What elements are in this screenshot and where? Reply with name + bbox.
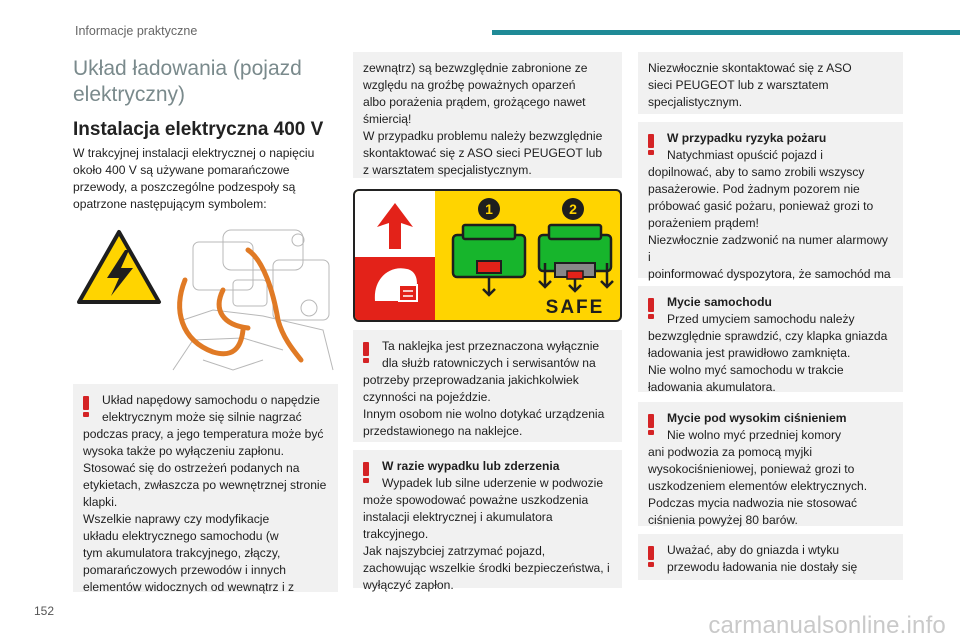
warning-box-sticker: Ta naklejka jest przeznaczona wyłącznie dla służb ratowniczych i serwisantów na potrzeby przeprowadzania jakichkolwiek czynności na pojeździe. Innym osobom nie wolno dotykać urządzenia przedstawionego na naklejce.	[353, 330, 622, 442]
safe-label: SAFE	[545, 297, 605, 318]
warning-box-high-pressure: Mycie pod wysokim ciśnieniem Nie wolno myć przedniej komory ani podwozia za pomocą myjki wysokociśnieniowej, ponieważ grozi to uszkodzeniem elementów elektrycznych. Podczas mycia nadwozia nie stosować ciśnienia powyżej 80 barów.	[638, 402, 903, 526]
step-1-badge	[478, 198, 500, 220]
warning-exclamation-icon	[648, 134, 654, 155]
warning-box-accident: W razie wypadku lub zderzenia Wypadek lub silne uderzenie w podwozie może spowodować poważne uszkodzenia instalacji elektrycznej i akumulatora trakcyjnego. Jak najszybciej zatrzymać pojazd, zachowując wszelkie środki bezpieczeństwa, i wyłączyć zapłon.	[353, 450, 622, 588]
rescue-sticker	[353, 189, 622, 322]
step-1-number: 1	[485, 201, 493, 217]
orange-cables	[180, 250, 301, 360]
high-pressure-heading: Mycie pod wysokim ciśnieniem	[667, 411, 847, 425]
watermark: carmanualsonline.info	[708, 612, 946, 639]
section-title: Układ ładowania (pojazd elektryczny)	[73, 57, 302, 106]
warning-exclamation-icon	[363, 462, 369, 483]
accident-heading: W razie wypadku lub zderzenia	[382, 459, 560, 473]
subsection-title: Instalacja elektryczna 400 V	[73, 119, 324, 140]
warning-box-continued: zewnątrz) są bezwzględnie zabronione ze względu na groźbę poważnych oparzeń albo porażenia prądem, grożącego nawet śmiercią! W przypadku problemu należy bezwzględnie skontaktować się z ASO sieci PEUGEOT lub z warsztatem specjalistycznym.	[353, 52, 622, 178]
running-header: Informacje praktyczne	[75, 24, 198, 38]
warning-exclamation-icon	[363, 342, 369, 363]
rescue-sticker-graphic	[355, 191, 620, 320]
warning-exclamation-icon	[83, 396, 89, 417]
washing-heading: Mycie samochodu	[667, 295, 772, 309]
page-number: 152	[34, 604, 55, 618]
high-voltage-warning-icon	[79, 232, 159, 302]
warning-exclamation-icon	[648, 298, 654, 319]
warning-box-heat: Układ napędowy samochodu o napędzie elektrycznym może się silnie nagrzać podczas pracy, a jego temperatura może być wysoka także po wyłączeniu zapłonu. Stosować się do ostrzeżeń podanych na etykietach, zwłaszcza po wewnętrznej stronie klapki. Wszelkie naprawy czy modyfikacje układu elektrycznego samochodu (w tym akumulatora trakcyjnego, złączy, pomarańczowych przewodów i innych elementów widocznych od wewnątrz i z	[73, 384, 338, 592]
warning-exclamation-icon	[648, 414, 654, 435]
step-2-number: 2	[569, 201, 577, 217]
header-accent-bar	[492, 30, 960, 35]
info-box-contact: Niezwłocznie skontaktować się z ASO sieci PEUGEOT lub z warsztatem specjalistycznym.	[638, 52, 903, 114]
warning-box-fire: W przypadku ryzyka pożaru Natychmiast opuścić pojazd i dopilnować, aby to samo zrobili wszyscy pasażerowie. Pod żadnym pozorem nie próbować gasić pożaru, ponieważ grozi to porażeniem prądem! Niezwłocznie zadzwonić na numer alarmowy i poinformować dyspozytora, że samochód ma	[638, 122, 903, 278]
warning-box-washing: Mycie samochodu Przed umyciem samochodu należy bezwzględnie sprawdzić, czy klapka gniazda ładowania jest prawidłowo zamknięta. Nie wolno myć samochodu w trakcie ładowania akumulatora.	[638, 286, 903, 392]
warning-box-socket: Uważać, aby do gniazda i wtyku przewodu ładowania nie dostały się	[638, 534, 903, 580]
service-plug-step-1-icon	[453, 225, 525, 295]
high-voltage-illustration	[73, 220, 337, 376]
service-plug-step-2-icon	[539, 225, 613, 291]
step-2-badge	[562, 198, 584, 220]
fire-heading: W przypadku ryzyka pożaru	[667, 131, 827, 145]
intro-paragraph: W trakcyjnej instalacji elektrycznej o napięciu około 400 V są używane pomarańczowe przewody, a poszczególne podzespoły są opatrzone następującym symbolem:	[73, 146, 315, 211]
warning-exclamation-icon	[648, 546, 654, 567]
